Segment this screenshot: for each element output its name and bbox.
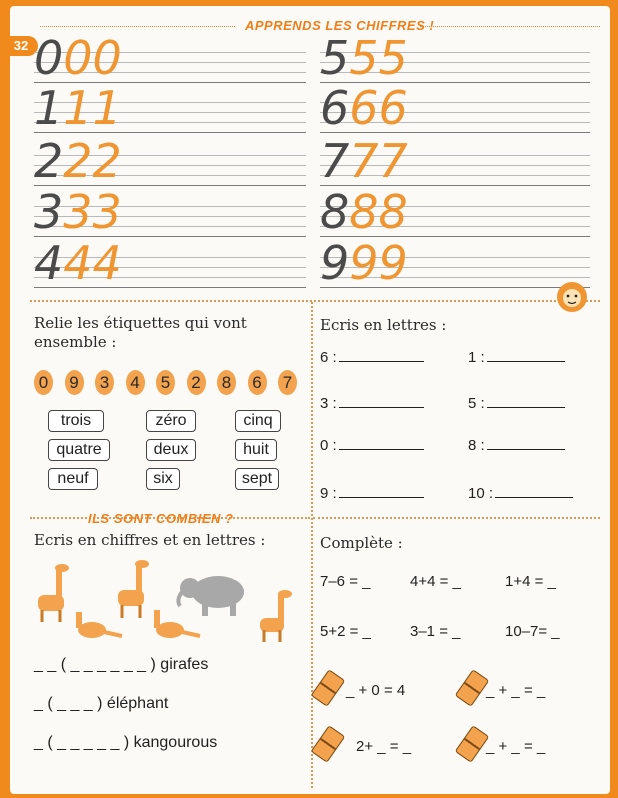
trace-digits: 55 — [349, 31, 408, 85]
giraffe-icon — [38, 564, 69, 622]
number-bubble[interactable]: 5 — [156, 370, 175, 395]
number-bubble[interactable]: 4 — [126, 370, 145, 395]
digit-row — [34, 184, 122, 240]
model-digit: 9 — [320, 236, 350, 290]
relie-instruction-line2: ensemble : — [34, 333, 117, 351]
trace-digits: 99 — [349, 236, 408, 290]
digit-row — [34, 30, 122, 86]
header-rule-right — [420, 26, 600, 27]
digit-row — [34, 133, 122, 189]
answer-blank[interactable] — [495, 484, 573, 498]
model-digit: 2 — [34, 134, 64, 188]
lettres-number: 10 : — [468, 485, 494, 502]
kangaroo-icon — [76, 612, 122, 638]
lettres-item[interactable] — [468, 348, 565, 366]
combien-answer[interactable]: _ ( _ _ _ _ _ ) kangourous — [34, 734, 218, 751]
digit-row — [320, 235, 408, 291]
section-divider — [30, 300, 600, 302]
trace-digits: 66 — [349, 81, 408, 135]
model-digit: 8 — [320, 185, 350, 239]
page-title: APPRENDS LES CHIFFRES ! — [245, 18, 435, 33]
header-rule-left — [40, 26, 235, 27]
lettres-item[interactable] — [468, 394, 565, 412]
word-label[interactable]: sept — [235, 468, 279, 490]
lettres-number: 9 : — [320, 485, 337, 502]
combien-answer[interactable]: _ ( _ _ _ ) éléphant — [34, 695, 169, 712]
model-digit: 7 — [320, 134, 350, 188]
complete-equation[interactable]: 4+4 = _ — [410, 573, 461, 590]
word-label[interactable]: trois — [48, 410, 104, 432]
word-label[interactable]: zéro — [146, 410, 196, 432]
complete-equation[interactable]: 5+2 = _ — [320, 623, 371, 640]
lettres-item[interactable] — [468, 436, 565, 454]
trace-digits: 88 — [349, 185, 408, 239]
digit-row — [320, 80, 408, 136]
answer-blank[interactable] — [339, 484, 424, 498]
word-label[interactable]: six — [146, 468, 180, 490]
model-digit: 4 — [34, 236, 64, 290]
ecris-lettres-title: Ecris en lettres : — [320, 316, 447, 334]
model-digit: 0 — [34, 31, 64, 85]
number-bubble[interactable]: 2 — [187, 370, 206, 395]
complete-equation[interactable]: 10–7= _ — [505, 623, 560, 640]
lettres-item[interactable] — [320, 484, 424, 502]
answer-blank[interactable] — [339, 394, 424, 408]
word-label[interactable]: neuf — [48, 468, 98, 490]
answer-blank[interactable] — [487, 436, 565, 450]
elephant-icon — [178, 576, 244, 616]
number-bubble[interactable]: 9 — [65, 370, 84, 395]
trace-digits: 11 — [63, 81, 122, 135]
lettres-item[interactable] — [320, 348, 424, 366]
digit-row — [34, 235, 122, 291]
digit-row — [320, 133, 408, 189]
complete-equation[interactable]: 1+4 = _ — [505, 573, 556, 590]
number-bubble[interactable]: 7 — [278, 370, 297, 395]
trace-digits: 33 — [63, 185, 122, 239]
page-number: 32 — [4, 36, 38, 56]
answer-blank[interactable] — [487, 394, 565, 408]
combien-answer[interactable]: _ _ ( _ _ _ _ _ _ ) girafes — [34, 656, 209, 673]
giraffe-icon — [118, 560, 149, 618]
answer-blank[interactable] — [339, 348, 424, 362]
section-divider-right — [313, 517, 600, 519]
complete-equation[interactable]: 7–6 = _ — [320, 573, 371, 590]
digit-row — [34, 80, 122, 136]
animals-illustration — [30, 560, 310, 650]
number-bubble[interactable]: 8 — [217, 370, 236, 395]
model-digit: 1 — [34, 81, 64, 135]
complete-equation[interactable]: 3–1 = _ — [410, 623, 461, 640]
lettres-item[interactable] — [468, 484, 573, 502]
answer-blank[interactable] — [487, 348, 565, 362]
domino-equation[interactable]: _ + 0 = 4 — [346, 682, 406, 699]
column-divider — [311, 302, 313, 788]
lettres-number: 0 : — [320, 437, 337, 454]
trace-digits: 77 — [349, 134, 408, 188]
lettres-number: 3 : — [320, 395, 337, 412]
complete-title: Complète : — [320, 534, 403, 552]
lettres-item[interactable] — [320, 394, 424, 412]
word-label[interactable]: deux — [146, 439, 196, 461]
trace-digits: 44 — [63, 236, 122, 290]
word-label[interactable]: huit — [235, 439, 277, 461]
lion-icon — [552, 280, 592, 314]
number-bubble[interactable]: 3 — [95, 370, 114, 395]
number-bubble[interactable]: 0 — [34, 370, 53, 395]
combien-title: ILS SONT COMBIEN ? — [88, 511, 234, 526]
answer-blank[interactable] — [339, 436, 424, 450]
lettres-item[interactable] — [320, 436, 424, 454]
combien-instruction: Ecris en chiffres et en lettres : — [34, 531, 266, 549]
word-label[interactable]: quatre — [48, 439, 110, 461]
domino-equation[interactable]: _ + _ = _ — [486, 738, 546, 755]
digit-row — [320, 184, 408, 240]
model-digit: 5 — [320, 31, 350, 85]
model-digit: 3 — [34, 185, 64, 239]
number-bubble[interactable]: 6 — [248, 370, 267, 395]
lettres-number: 5 : — [468, 395, 485, 412]
giraffe-icon — [260, 590, 292, 642]
lettres-number: 8 : — [468, 437, 485, 454]
trace-digits: 22 — [63, 134, 122, 188]
trace-digits: 00 — [63, 31, 122, 85]
relie-instruction-line1: Relie les étiquettes qui vont — [34, 314, 247, 332]
kangaroo-icon — [154, 610, 200, 638]
digit-row — [320, 30, 408, 86]
lettres-number: 6 : — [320, 349, 337, 366]
model-digit: 6 — [320, 81, 350, 135]
word-label[interactable]: cinq — [235, 410, 281, 432]
lettres-number: 1 : — [468, 349, 485, 366]
domino-equation[interactable]: 2+ _ = _ — [356, 738, 412, 755]
domino-equation[interactable]: _ + _ = _ — [486, 682, 546, 699]
